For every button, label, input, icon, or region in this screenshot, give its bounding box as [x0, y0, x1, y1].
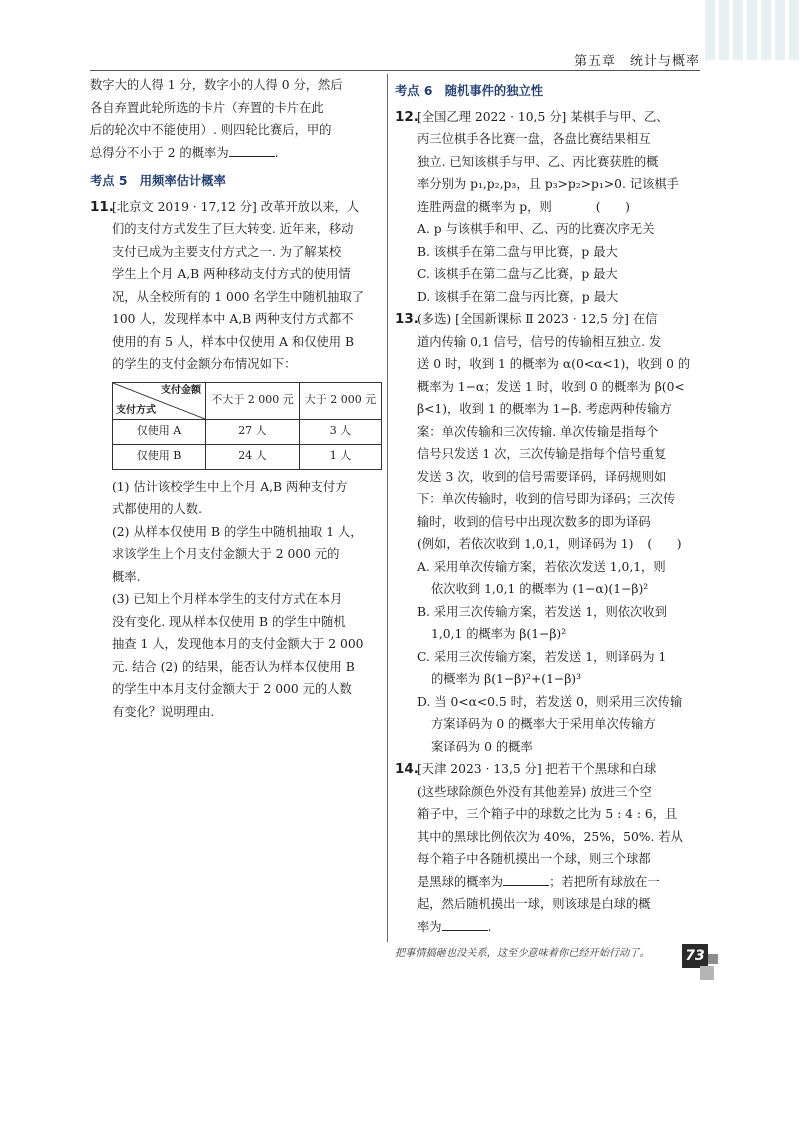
diag-bottom-label: 支付方式 — [116, 404, 156, 416]
intro-line: 各自弃置此轮所选的卡片（弃置的卡片在此 — [90, 100, 324, 115]
payment-table — [112, 382, 382, 470]
right-column — [395, 74, 710, 938]
sub-line: 没有变化. 现从样本仅使用 B 的学生中随机 — [112, 614, 346, 629]
answer-blank[interactable] — [503, 871, 549, 886]
sub-line: 的学生中本月支付金额大于 2 000 元的人数 — [112, 682, 352, 696]
question-13 — [395, 308, 710, 758]
question-14 — [395, 758, 710, 938]
question-line: β<1)，收到 1 的概率为 1−β. 考虑两种传输方 — [417, 402, 672, 416]
sub-line: 求该学生上个月支付金额大于 2 000 元的 — [112, 547, 340, 561]
question-line: 学生上个月 A,B 两种移动支付方式的使用情 — [112, 267, 351, 281]
option-c: C. 该棋手在第二盘与乙比赛，p 最大 — [417, 267, 618, 281]
sub-line: 抽查 1 人，发现他本月的支付金额大于 2 000 — [112, 637, 364, 651]
option-line: B. 采用三次传输方案，若发送 1，则依次收到 — [417, 604, 667, 619]
option-b: B. 该棋手在第二盘与甲比赛，p 最大 — [417, 244, 618, 259]
option-line: 方案译码为 0 的概率大于采用单次传输方 — [431, 717, 656, 731]
question-line: 概率为 1−α；发送 1 时，收到 0 的概率为 β(0< — [417, 379, 685, 394]
question-line: 信号只发送 1 次，三次传输是指每个信号重复 — [417, 447, 667, 461]
table-header-row — [113, 382, 382, 419]
question-text: 连胜两盘的概率为 p，则 — [417, 199, 552, 214]
question-number: 14. — [395, 761, 419, 777]
table-cell: 27 人 — [206, 419, 300, 444]
row-label: 仅使用 B — [113, 444, 206, 469]
question-line: (这些球除颜色外没有其他差异) 放进三个空 — [417, 784, 652, 799]
question-text: . — [487, 919, 492, 934]
question-line: (多选) [全国新课标 Ⅱ 2023 · 12,5 分] 在信 — [417, 312, 658, 326]
question-line: 丙三位棋手各比赛一盘，各盘比赛结果相互 — [417, 132, 651, 146]
question-line: 箱子中，三个箱子中的球数之比为 5 : 4 : 6，且 — [417, 807, 678, 821]
question-line: 们的支付方式发生了巨大转变. 近年来，移动 — [112, 222, 354, 236]
option-line: 依次收到 1,0,1 的概率为 (1−α)(1−β)² — [431, 582, 649, 596]
page-number: 73 — [682, 944, 708, 968]
question-line: 率分别为 p₁,p₂,p₃，且 p₃>p₂>p₁>0. 记该棋手 — [417, 177, 679, 191]
question-text: (例如，若依次收到 1,0,1，则译码为 1) — [417, 537, 634, 551]
question-line: 独立. 已知该棋手与甲、乙、丙比赛获胜的概 — [417, 154, 659, 169]
sub-line: 式都使用的人数. — [112, 502, 202, 516]
answer-blank[interactable] — [442, 916, 488, 931]
header-rule — [90, 70, 700, 71]
question-line — [417, 871, 710, 894]
question-line: [天津 2023 · 13,5 分] 把若干个黑球和白球 — [417, 762, 657, 776]
table-cell: 3 人 — [299, 419, 381, 444]
question-line: 起，然后随机摸出一球，则该球是白球的概 — [417, 897, 651, 911]
intro-line: 后的轮次中不能使用）. 则四轮比赛后，甲的 — [90, 123, 332, 137]
question-text: 是黑球的概率为 — [417, 874, 504, 889]
option-line: 案译码为 0 的概率 — [431, 739, 533, 754]
question-line: [全国乙理 2022 · 10,5 分] 某棋手与甲、乙、 — [417, 109, 669, 124]
sub-line: (1) 估计该校学生中上个月 A,B 两种支付方 — [112, 479, 348, 494]
table-row — [113, 444, 382, 469]
option-line: D. 当 0<α<0.5 时，若发送 0，则采用三次传输 — [417, 694, 683, 709]
footer-motto: 把事情搞砸也没关系，这至少意味着你已经开始行动了。 — [395, 948, 650, 959]
corner-decoration — [705, 0, 800, 60]
intro-text: 总得分不小于 2 的概率为 — [90, 145, 229, 160]
question-number: 13. — [395, 311, 419, 327]
intro-end: . — [274, 145, 279, 160]
question-number: 12. — [395, 108, 419, 125]
chapter-header: 第五章 统计与概率 — [573, 54, 700, 69]
question-12 — [395, 106, 710, 309]
column-divider — [387, 74, 388, 942]
option-line: 1,0,1 的概率为 β(1−β)² — [431, 627, 567, 641]
question-line: 每个箱子中各随机摸出一个球，则三个球都 — [417, 852, 651, 866]
sub-question-1 — [112, 476, 382, 521]
question-number: 11. — [90, 198, 114, 215]
question-line: 的学生的支付金额分布情况如下： — [112, 357, 297, 371]
table-row — [113, 419, 382, 444]
question-line: 下：单次传输时，收到的信号即为译码；三次传 — [417, 492, 676, 506]
sub-question-2 — [112, 521, 382, 589]
question-11 — [90, 196, 382, 724]
table-cell: 1 人 — [299, 444, 381, 469]
question-line: 道内传输 0,1 信号，信号的传输相互独立. 发 — [417, 334, 662, 349]
question-line — [417, 916, 710, 939]
sub-line: (2) 从样本仅使用 B 的学生中随机抽取 1 人， — [112, 524, 363, 539]
sub-line: 有变化？说明理由. — [112, 704, 215, 719]
sub-line: (3) 已知上个月样本学生的支付方式在本月 — [112, 592, 343, 606]
row-label: 仅使用 A — [113, 419, 206, 444]
sub-line: 概率. — [112, 569, 141, 584]
intro-line-last — [90, 142, 382, 165]
left-column — [90, 74, 382, 723]
option-d: D. 该棋手在第二盘与丙比赛，p 最大 — [417, 289, 619, 304]
question-line — [417, 533, 710, 556]
section-5-title: 考点 5 用频率估计概率 — [90, 174, 226, 188]
option-d — [417, 691, 710, 759]
column-header: 大于 2 000 元 — [299, 382, 381, 419]
option-a — [417, 556, 710, 601]
sub-question-3 — [112, 588, 382, 723]
question-line: 送 0 时，收到 1 的概率为 α(0<α<1)，收到 0 的 — [417, 357, 691, 371]
question-line: [北京文 2019 · 17,12 分] 改革开放以来，人 — [112, 199, 360, 214]
sub-line: 元. 结合 (2) 的结果，能否认为样本仅使用 B — [112, 659, 355, 674]
option-line: C. 采用三次传输方案，若发送 1，则译码为 1 — [417, 649, 667, 664]
question-line — [417, 196, 710, 219]
answer-bracket[interactable]: ( ) — [647, 537, 682, 551]
question-line: 支付已成为主要支付方式之一. 为了解某校 — [112, 244, 342, 259]
question-line: 况，从全校所有的 1 000 名学生中随机抽取了 — [112, 289, 365, 304]
option-line: 的概率为 β(1−β)²+(1−β)³ — [431, 672, 582, 686]
option-c — [417, 646, 710, 691]
option-b — [417, 601, 710, 646]
table-cell: 24 人 — [206, 444, 300, 469]
answer-blank[interactable] — [229, 142, 275, 157]
diag-top-label: 支付金额 — [161, 384, 201, 396]
intro-line: 数字大的人得 1 分，数字小的人得 0 分，然后 — [90, 78, 343, 92]
question-line: 使用的有 5 人，样本中仅使用 A 和仅使用 B — [112, 334, 355, 349]
question-line: 其中的黑球比例依次为 40%，25%，50%. 若从 — [417, 829, 683, 844]
question-line: 发送 3 次，收到的信号需要译码，译码规则如 — [417, 469, 667, 484]
option-a: A. p 与该棋手和甲、乙、丙的比赛次序无关 — [417, 222, 655, 236]
diagonal-header-cell — [113, 382, 206, 419]
question-text: ；若把所有球放在一 — [549, 874, 660, 889]
question-line: 案：单次传输和三次传输. 单次传输是指每个 — [417, 424, 659, 439]
option-line: A. 采用单次传输方案，若依次发送 1,0,1，则 — [417, 559, 666, 574]
page-corner-square — [700, 966, 714, 980]
question-line: 输时，收到的信号中出现次数多的即为译码 — [417, 514, 651, 529]
question-line: 100 人，发现样本中 A,B 两种支付方式都不 — [112, 312, 354, 326]
question-text: 率为 — [417, 919, 442, 934]
section-6-title: 考点 6 随机事件的独立性 — [395, 84, 544, 98]
page-corner-square — [708, 954, 718, 964]
answer-bracket[interactable]: ( ) — [595, 199, 630, 214]
column-header: 不大于 2 000 元 — [206, 382, 300, 419]
